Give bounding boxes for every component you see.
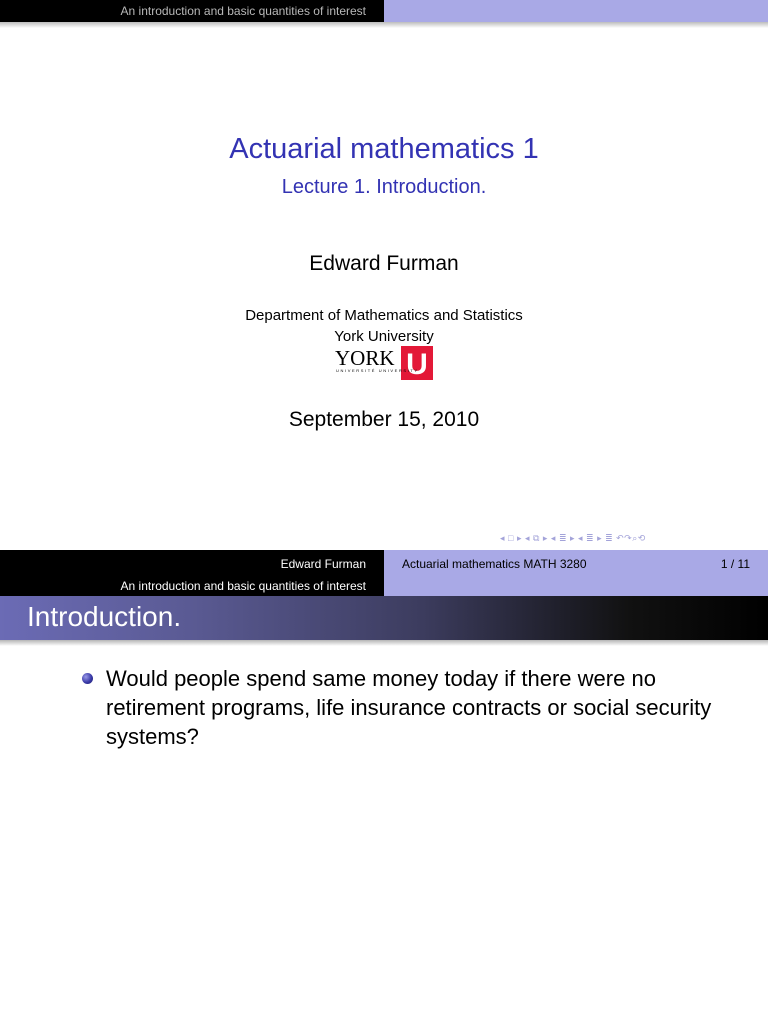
footer-author: Edward Furman <box>280 557 366 571</box>
logo-york-text: YORK <box>335 346 395 370</box>
york-university-logo <box>335 346 433 380</box>
header-section-bar <box>0 0 384 22</box>
slide-title: Actuarial mathematics 1 <box>229 133 539 165</box>
frame-title: Introduction. <box>27 601 182 632</box>
bullet-ball-icon <box>82 673 93 684</box>
slide-subtitle: Lecture 1. Introduction. <box>281 176 487 198</box>
presentation-date: September 15, 2010 <box>288 408 480 431</box>
footer-left-bar <box>0 550 384 596</box>
header-right-bar <box>384 0 768 22</box>
header-section-title: An introduction and basic quantities of interest <box>120 4 366 18</box>
bullet-item-text: Would people spend same money today if there were no retirement programs, life insurance contracts or social security systems? <box>106 666 712 749</box>
author-name: Edward Furman <box>309 252 459 275</box>
frame-title-shadow <box>0 640 768 646</box>
footer-section: An introduction and basic quantities of interest <box>120 579 366 593</box>
logo-small-text: UNIVERSITÉ UNIVERSITY <box>336 368 419 373</box>
footer-page-number: 1 / 11 <box>720 557 750 571</box>
footer-course: Actuarial mathematics MATH 3280 <box>402 557 587 571</box>
institute-department: Department of Mathematics and Statistics <box>245 307 523 324</box>
header-shadow <box>0 22 768 28</box>
logo-u-mark: U <box>406 348 428 380</box>
footer-right-bar <box>384 550 768 596</box>
beamer-navigation-symbols[interactable]: ◂ □ ▸ ◂ ⧉ ▸ ◂ ≣ ▸ ◂ ≣ ▸ ≣ ↶↷⌕⟲ <box>500 533 646 543</box>
institute-university: York University <box>334 328 434 345</box>
